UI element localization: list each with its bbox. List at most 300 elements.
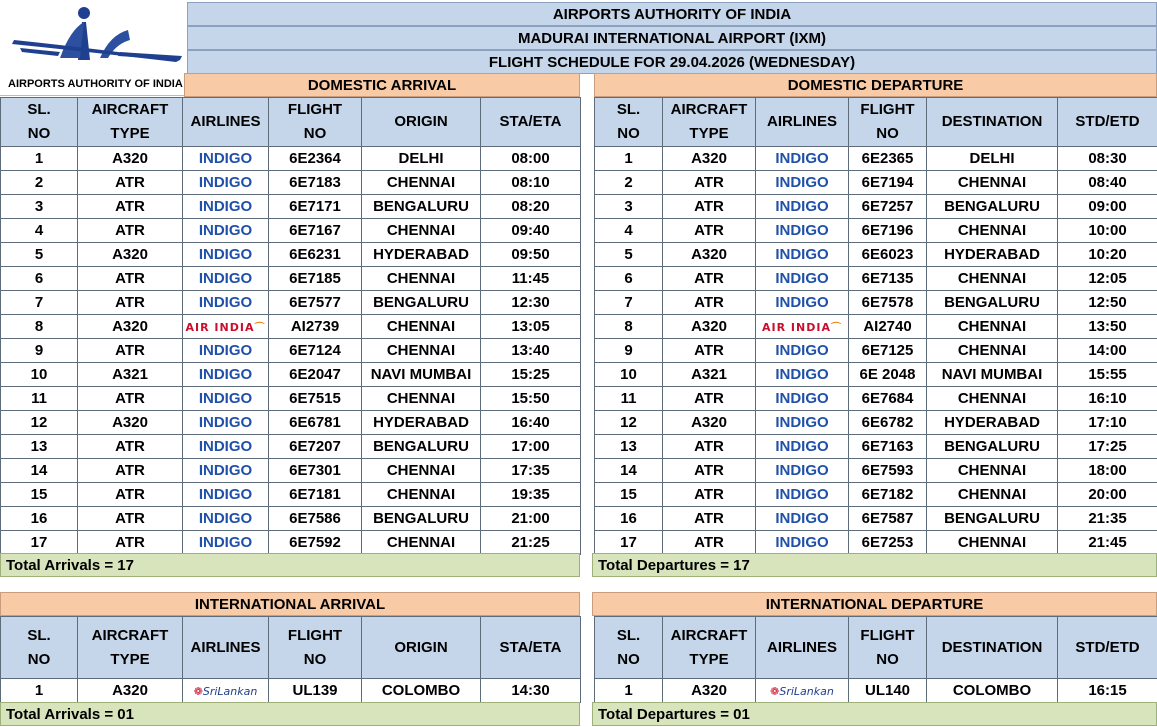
cell-aircraft-type: ATR [663, 291, 756, 315]
cell-airline: INDIGO [183, 531, 269, 555]
cell-airline: INDIGO [183, 267, 269, 291]
cell-city: DELHI [362, 147, 481, 171]
cell-time: 16:40 [481, 411, 581, 435]
cell-aircraft-type: ATR [663, 483, 756, 507]
cell-aircraft-type: ATR [663, 531, 756, 555]
cell-flight-no: 6E7185 [269, 267, 362, 291]
cell-aircraft-type: ATR [663, 435, 756, 459]
cell-aircraft-type: ATR [663, 267, 756, 291]
table-row [595, 147, 1157, 171]
cell-sl-no: 3 [595, 195, 663, 219]
cell-flight-no: 6E7577 [269, 291, 362, 315]
cell-sl-no: 7 [1, 291, 78, 315]
cell-flight-no: UL139 [269, 679, 362, 703]
cell-time: 10:00 [1058, 219, 1157, 243]
cell-city: CHENNAI [927, 171, 1058, 195]
cell-aircraft-type: ATR [78, 171, 183, 195]
cell-airline: INDIGO [756, 387, 849, 411]
column-header-sl-no: SL. NO [1, 98, 78, 147]
table-row [1, 219, 581, 243]
table-row [1, 267, 581, 291]
cell-city: CHENNAI [362, 315, 481, 339]
cell-time: 17:10 [1058, 411, 1157, 435]
cell-airline: INDIGO [183, 147, 269, 171]
cell-time: 09:40 [481, 219, 581, 243]
cell-sl-no: 5 [595, 243, 663, 267]
cell-sl-no: 5 [1, 243, 78, 267]
column-header-aircraft-type: AIRCRAFT TYPE [663, 617, 756, 679]
table-row [595, 459, 1157, 483]
cell-airline: INDIGO [756, 507, 849, 531]
aai-logo [0, 0, 187, 72]
table-row [595, 387, 1157, 411]
cell-sl-no: 1 [1, 679, 78, 703]
table-row [1, 171, 581, 195]
cell-flight-no: 6E7586 [269, 507, 362, 531]
cell-time: 14:00 [1058, 339, 1157, 363]
header-row [1, 98, 581, 147]
cell-flight-no: 6E7194 [849, 171, 927, 195]
international-departure-title: INTERNATIONAL DEPARTURE [592, 592, 1157, 616]
cell-aircraft-type: ATR [78, 435, 183, 459]
cell-airline: INDIGO [756, 363, 849, 387]
cell-sl-no: 12 [1, 411, 78, 435]
cell-aircraft-type: A320 [663, 411, 756, 435]
cell-airline [183, 315, 269, 339]
cell-aircraft-type: A320 [78, 411, 183, 435]
table-row [1, 291, 581, 315]
domestic-departure-total: Total Departures = 17 [592, 553, 1157, 577]
cell-airline [756, 315, 849, 339]
cell-time: 15:55 [1058, 363, 1157, 387]
domestic-arrival-title: DOMESTIC ARRIVAL [184, 73, 580, 97]
cell-city: DELHI [927, 147, 1058, 171]
cell-aircraft-type: ATR [78, 459, 183, 483]
table-row [1, 507, 581, 531]
column-header-time: STD/ETD [1058, 98, 1157, 147]
cell-time: 21:25 [481, 531, 581, 555]
cell-aircraft-type: ATR [78, 531, 183, 555]
cell-flight-no: 6E7253 [849, 531, 927, 555]
cell-city: HYDERABAD [927, 243, 1058, 267]
cell-sl-no: 2 [1, 171, 78, 195]
column-header-time: STA/ETA [481, 617, 581, 679]
cell-time: 12:50 [1058, 291, 1157, 315]
domestic-arrival-total: Total Arrivals = 17 [0, 553, 580, 577]
cell-city: HYDERABAD [927, 411, 1058, 435]
column-header-airline: AIRLINES [756, 617, 849, 679]
cell-time: 17:25 [1058, 435, 1157, 459]
cell-airline: INDIGO [183, 363, 269, 387]
cell-aircraft-type: ATR [663, 171, 756, 195]
cell-aircraft-type: ATR [78, 339, 183, 363]
table-row [1, 147, 581, 171]
cell-time: 21:45 [1058, 531, 1157, 555]
cell-sl-no: 2 [595, 171, 663, 195]
air-india-logo: AIR INDIA⌒ [185, 321, 266, 334]
cell-flight-no: UL140 [849, 679, 927, 703]
cell-aircraft-type: ATR [663, 507, 756, 531]
table-row [1, 339, 581, 363]
cell-airline: INDIGO [756, 483, 849, 507]
cell-flight-no: 6E7207 [269, 435, 362, 459]
cell-flight-no: AI2740 [849, 315, 927, 339]
table-row [595, 435, 1157, 459]
cell-flight-no: 6E6023 [849, 243, 927, 267]
cell-flight-no: 6E2364 [269, 147, 362, 171]
table-row [1, 435, 581, 459]
cell-flight-no: 6E 2048 [849, 363, 927, 387]
table-row [1, 459, 581, 483]
cell-sl-no: 13 [595, 435, 663, 459]
table-row [1, 679, 581, 703]
cell-aircraft-type: ATR [78, 483, 183, 507]
cell-airline: INDIGO [183, 507, 269, 531]
column-header-city: DESTINATION [927, 617, 1058, 679]
cell-time: 08:00 [481, 147, 581, 171]
cell-sl-no: 16 [595, 507, 663, 531]
cell-aircraft-type: A320 [663, 243, 756, 267]
domestic-departure-title: DOMESTIC DEPARTURE [594, 73, 1157, 97]
cell-aircraft-type: A320 [663, 679, 756, 703]
column-header-time: STD/ETD [1058, 617, 1157, 679]
cell-time: 11:45 [481, 267, 581, 291]
cell-sl-no: 4 [1, 219, 78, 243]
column-header-aircraft-type: AIRCRAFT TYPE [78, 98, 183, 147]
cell-airline: INDIGO [756, 435, 849, 459]
cell-airline: INDIGO [183, 243, 269, 267]
airport-title: MADURAI INTERNATIONAL AIRPORT (IXM) [187, 26, 1157, 50]
cell-city: CHENNAI [362, 219, 481, 243]
cell-time: 17:35 [481, 459, 581, 483]
cell-sl-no: 1 [1, 147, 78, 171]
column-header-flight-no: FLIGHT NO [849, 98, 927, 147]
table-row [595, 531, 1157, 555]
table-row [595, 363, 1157, 387]
cell-flight-no: 6E6231 [269, 243, 362, 267]
cell-flight-no: 6E6782 [849, 411, 927, 435]
cell-time: 10:20 [1058, 243, 1157, 267]
cell-city: NAVI MUMBAI [362, 363, 481, 387]
table-row [595, 171, 1157, 195]
cell-aircraft-type: A320 [78, 243, 183, 267]
international-arrival-total: Total Arrivals = 01 [0, 702, 580, 726]
cell-city: BENGALURU [362, 507, 481, 531]
table-row [1, 483, 581, 507]
cell-city: CHENNAI [927, 315, 1058, 339]
cell-airline: INDIGO [183, 195, 269, 219]
cell-flight-no: 6E7183 [269, 171, 362, 195]
cell-airline: INDIGO [756, 195, 849, 219]
srilankan-wing-icon: ❁ [770, 685, 780, 698]
cell-sl-no: 12 [595, 411, 663, 435]
column-header-city: DESTINATION [927, 98, 1058, 147]
cell-airline: INDIGO [756, 267, 849, 291]
cell-sl-no: 3 [1, 195, 78, 219]
air-india-swirl-icon: ⌒ [254, 323, 266, 334]
cell-city: CHENNAI [927, 387, 1058, 411]
cell-flight-no: 6E7182 [849, 483, 927, 507]
srilankan-wing-icon: ❁ [193, 685, 203, 698]
international-arrival-table [0, 616, 581, 703]
table-row [1, 531, 581, 555]
cell-flight-no: 6E7593 [849, 459, 927, 483]
cell-city: COLOMBO [927, 679, 1058, 703]
cell-city: CHENNAI [362, 171, 481, 195]
cell-airline: INDIGO [183, 411, 269, 435]
cell-sl-no: 13 [1, 435, 78, 459]
table-row [595, 315, 1157, 339]
cell-time: 13:50 [1058, 315, 1157, 339]
column-header-flight-no: FLIGHT NO [269, 617, 362, 679]
cell-aircraft-type: A321 [78, 363, 183, 387]
column-header-city: ORIGIN [362, 98, 481, 147]
cell-aircraft-type: A320 [78, 679, 183, 703]
table-row [595, 291, 1157, 315]
cell-city: BENGALURU [927, 291, 1058, 315]
cell-time: 09:50 [481, 243, 581, 267]
cell-airline: INDIGO [756, 339, 849, 363]
air-india-logo: AIR INDIA⌒ [762, 321, 842, 334]
cell-time: 08:30 [1058, 147, 1157, 171]
column-header-airline: AIRLINES [183, 98, 269, 147]
cell-flight-no: 6E7515 [269, 387, 362, 411]
cell-sl-no: 11 [1, 387, 78, 411]
cell-flight-no: 6E7196 [849, 219, 927, 243]
cell-time: 15:50 [481, 387, 581, 411]
cell-aircraft-type: ATR [663, 219, 756, 243]
cell-city: BENGALURU [927, 195, 1058, 219]
cell-flight-no: 6E7125 [849, 339, 927, 363]
table-row [1, 411, 581, 435]
table-row [595, 195, 1157, 219]
table-row [1, 387, 581, 411]
cell-airline: INDIGO [756, 171, 849, 195]
cell-time: 13:40 [481, 339, 581, 363]
cell-flight-no: 6E7257 [849, 195, 927, 219]
cell-airline: INDIGO [183, 219, 269, 243]
cell-sl-no: 16 [1, 507, 78, 531]
table-row [595, 507, 1157, 531]
org-title: AIRPORTS AUTHORITY OF INDIA [187, 2, 1157, 26]
cell-sl-no: 7 [595, 291, 663, 315]
cell-time: 17:00 [481, 435, 581, 459]
cell-aircraft-type: A320 [78, 147, 183, 171]
domestic-arrival-table [0, 97, 581, 555]
cell-time: 16:15 [1058, 679, 1157, 703]
cell-time: 21:00 [481, 507, 581, 531]
cell-city: BENGALURU [362, 435, 481, 459]
domestic-departure-table [594, 97, 1157, 555]
table-row [1, 315, 581, 339]
cell-sl-no: 10 [1, 363, 78, 387]
cell-airline: INDIGO [756, 291, 849, 315]
table-row [595, 267, 1157, 291]
table-row [1, 243, 581, 267]
cell-time: 08:20 [481, 195, 581, 219]
cell-sl-no: 6 [595, 267, 663, 291]
cell-city: CHENNAI [362, 339, 481, 363]
column-header-aircraft-type: AIRCRAFT TYPE [663, 98, 756, 147]
column-header-airline: AIRLINES [756, 98, 849, 147]
cell-city: CHENNAI [362, 531, 481, 555]
cell-time: 20:00 [1058, 483, 1157, 507]
cell-city: HYDERABAD [362, 411, 481, 435]
srilankan-logo: ❁SriLankan [193, 685, 258, 698]
cell-sl-no: 14 [595, 459, 663, 483]
international-departure-total: Total Departures = 01 [592, 702, 1157, 726]
cell-city: CHENNAI [927, 531, 1058, 555]
cell-flight-no: 6E7301 [269, 459, 362, 483]
cell-aircraft-type: ATR [78, 195, 183, 219]
cell-flight-no: 6E2365 [849, 147, 927, 171]
cell-flight-no: 6E7592 [269, 531, 362, 555]
cell-sl-no: 8 [595, 315, 663, 339]
logo-caption: AIRPORTS AUTHORITY OF INDIA [0, 72, 184, 96]
cell-flight-no: 6E7167 [269, 219, 362, 243]
cell-city: BENGALURU [927, 507, 1058, 531]
table-row [1, 195, 581, 219]
aai-emblem-icon [0, 0, 187, 72]
cell-flight-no: 6E2047 [269, 363, 362, 387]
cell-sl-no: 15 [595, 483, 663, 507]
cell-city: CHENNAI [927, 219, 1058, 243]
air-india-swirl-icon: ⌒ [830, 323, 842, 334]
cell-time: 19:35 [481, 483, 581, 507]
column-header-flight-no: FLIGHT NO [849, 617, 927, 679]
column-header-sl-no: SL. NO [595, 617, 663, 679]
cell-sl-no: 9 [1, 339, 78, 363]
cell-flight-no: 6E7124 [269, 339, 362, 363]
cell-airline: INDIGO [183, 291, 269, 315]
cell-aircraft-type: ATR [78, 507, 183, 531]
table-row [595, 243, 1157, 267]
column-header-aircraft-type: AIRCRAFT TYPE [78, 617, 183, 679]
cell-sl-no: 10 [595, 363, 663, 387]
cell-city: CHENNAI [362, 387, 481, 411]
cell-aircraft-type: ATR [663, 459, 756, 483]
cell-airline: INDIGO [756, 219, 849, 243]
srilankan-logo: ❁SriLankan [770, 685, 834, 698]
cell-time: 21:35 [1058, 507, 1157, 531]
cell-aircraft-type: ATR [78, 267, 183, 291]
cell-city: CHENNAI [927, 483, 1058, 507]
cell-sl-no: 1 [595, 147, 663, 171]
cell-aircraft-type: A320 [663, 147, 756, 171]
table-row [595, 483, 1157, 507]
header-row [1, 617, 581, 679]
cell-city: COLOMBO [362, 679, 481, 703]
cell-time: 08:40 [1058, 171, 1157, 195]
column-header-time: STA/ETA [481, 98, 581, 147]
cell-aircraft-type: ATR [78, 387, 183, 411]
cell-aircraft-type: ATR [78, 291, 183, 315]
cell-city: BENGALURU [362, 195, 481, 219]
cell-airline: INDIGO [183, 339, 269, 363]
schedule-title: FLIGHT SCHEDULE FOR 29.04.2026 (WEDNESDAY) [187, 50, 1157, 74]
cell-airline: INDIGO [183, 435, 269, 459]
cell-city: BENGALURU [927, 435, 1058, 459]
cell-flight-no: 6E7578 [849, 291, 927, 315]
cell-flight-no: AI2739 [269, 315, 362, 339]
cell-flight-no: 6E7181 [269, 483, 362, 507]
cell-sl-no: 15 [1, 483, 78, 507]
column-header-airline: AIRLINES [183, 617, 269, 679]
table-row [1, 363, 581, 387]
column-header-flight-no: FLIGHT NO [269, 98, 362, 147]
cell-airline: INDIGO [756, 243, 849, 267]
cell-flight-no: 6E7163 [849, 435, 927, 459]
column-header-city: ORIGIN [362, 617, 481, 679]
cell-sl-no: 8 [1, 315, 78, 339]
cell-city: CHENNAI [927, 459, 1058, 483]
cell-aircraft-type: ATR [663, 195, 756, 219]
cell-airline: INDIGO [756, 459, 849, 483]
cell-aircraft-type: A321 [663, 363, 756, 387]
cell-airline [183, 679, 269, 703]
header-row [595, 617, 1157, 679]
table-row [595, 339, 1157, 363]
cell-airline: INDIGO [756, 147, 849, 171]
cell-time: 12:30 [481, 291, 581, 315]
cell-time: 18:00 [1058, 459, 1157, 483]
table-row [595, 219, 1157, 243]
cell-aircraft-type: ATR [663, 387, 756, 411]
cell-sl-no: 4 [595, 219, 663, 243]
cell-airline: INDIGO [756, 411, 849, 435]
cell-time: 09:00 [1058, 195, 1157, 219]
cell-time: 13:05 [481, 315, 581, 339]
cell-airline: INDIGO [183, 483, 269, 507]
cell-aircraft-type: A320 [663, 315, 756, 339]
cell-aircraft-type: ATR [78, 219, 183, 243]
cell-city: CHENNAI [927, 339, 1058, 363]
cell-time: 08:10 [481, 171, 581, 195]
table-row [595, 679, 1157, 703]
cell-city: NAVI MUMBAI [927, 363, 1058, 387]
column-header-sl-no: SL. NO [595, 98, 663, 147]
international-departure-table [594, 616, 1157, 703]
cell-airline: INDIGO [183, 459, 269, 483]
cell-aircraft-type: A320 [78, 315, 183, 339]
cell-city: CHENNAI [362, 267, 481, 291]
cell-flight-no: 6E7135 [849, 267, 927, 291]
cell-sl-no: 11 [595, 387, 663, 411]
cell-city: CHENNAI [362, 483, 481, 507]
cell-sl-no: 9 [595, 339, 663, 363]
cell-city: HYDERABAD [362, 243, 481, 267]
cell-time: 16:10 [1058, 387, 1157, 411]
cell-time: 12:05 [1058, 267, 1157, 291]
table-row [595, 411, 1157, 435]
cell-aircraft-type: ATR [663, 339, 756, 363]
cell-flight-no: 6E7684 [849, 387, 927, 411]
column-header-sl-no: SL. NO [1, 617, 78, 679]
cell-flight-no: 6E7587 [849, 507, 927, 531]
cell-city: BENGALURU [362, 291, 481, 315]
cell-sl-no: 17 [1, 531, 78, 555]
cell-airline: INDIGO [756, 531, 849, 555]
international-arrival-title: INTERNATIONAL ARRIVAL [0, 592, 580, 616]
cell-city: CHENNAI [927, 267, 1058, 291]
cell-city: CHENNAI [362, 459, 481, 483]
cell-airline [756, 679, 849, 703]
cell-airline: INDIGO [183, 171, 269, 195]
cell-flight-no: 6E7171 [269, 195, 362, 219]
cell-sl-no: 6 [1, 267, 78, 291]
cell-time: 14:30 [481, 679, 581, 703]
cell-time: 15:25 [481, 363, 581, 387]
